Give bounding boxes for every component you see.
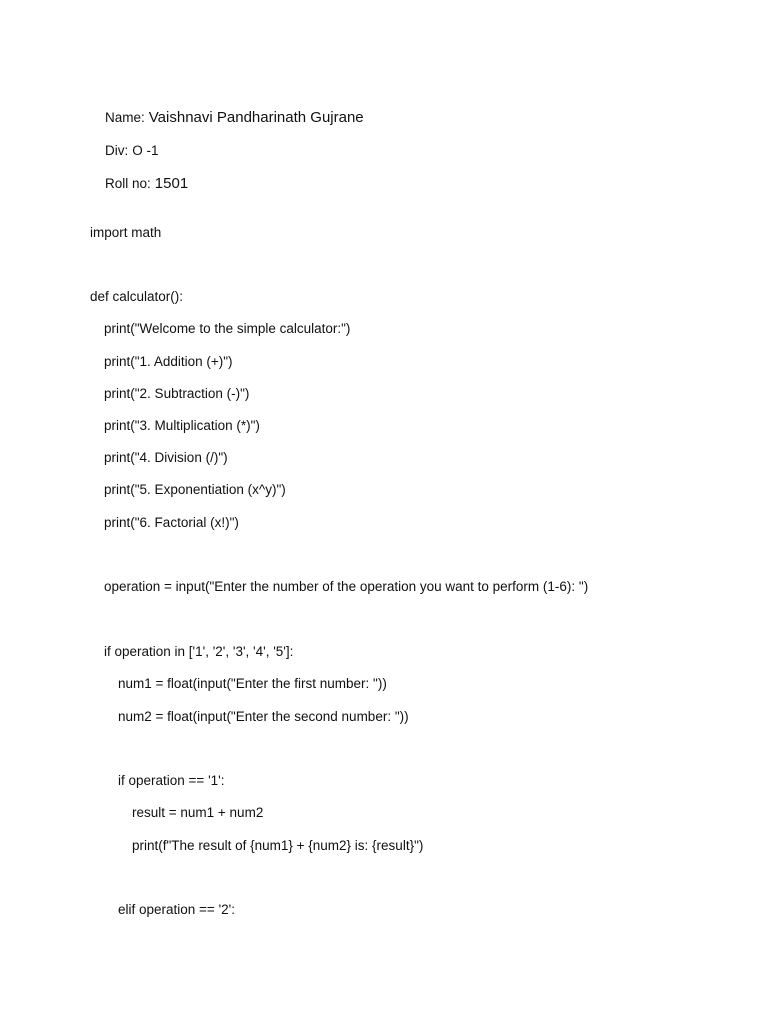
code-line: elif operation == '2': xyxy=(118,902,235,917)
code-line: print(f"The result of {num1} + {num2} is: {result}") xyxy=(132,838,424,853)
code-line: def calculator(): xyxy=(90,289,184,304)
code-line: print("3. Multiplication (*)") xyxy=(104,418,260,433)
name-value: Vaishnavi Pandharinath Gujrane xyxy=(148,109,364,126)
code-line: print("2. Subtraction (-)") xyxy=(104,386,250,401)
code-line: import math xyxy=(90,225,162,240)
roll-line xyxy=(90,160,188,208)
code-line: if operation == '1': xyxy=(118,773,225,788)
code-line: result = num1 + num2 xyxy=(132,805,264,820)
code-line: num1 = float(input("Enter the first number: ")) xyxy=(118,676,387,691)
div-label: Div: xyxy=(105,143,129,158)
div-value: O -1 xyxy=(132,143,159,158)
code-line: if operation in ['1', '2', '3', '4', '5']: xyxy=(104,644,294,659)
code-line: print("Welcome to the simple calculator:") xyxy=(104,321,351,336)
name-label: Name: xyxy=(105,110,145,125)
code-line: print("5. Exponentiation (x^y)") xyxy=(104,482,286,497)
roll-label: Roll no: xyxy=(105,176,151,191)
code-line: print("1. Addition (+)") xyxy=(104,354,233,369)
code-line: num2 = float(input("Enter the second number: ")) xyxy=(118,709,409,724)
code-line: operation = input("Enter the number of the operation you want to perform (1-6): ") xyxy=(104,579,589,594)
code-line: print("6. Factorial (x!)") xyxy=(104,515,239,530)
roll-value: 1501 xyxy=(154,175,189,192)
code-line: print("4. Division (/)") xyxy=(104,450,228,465)
